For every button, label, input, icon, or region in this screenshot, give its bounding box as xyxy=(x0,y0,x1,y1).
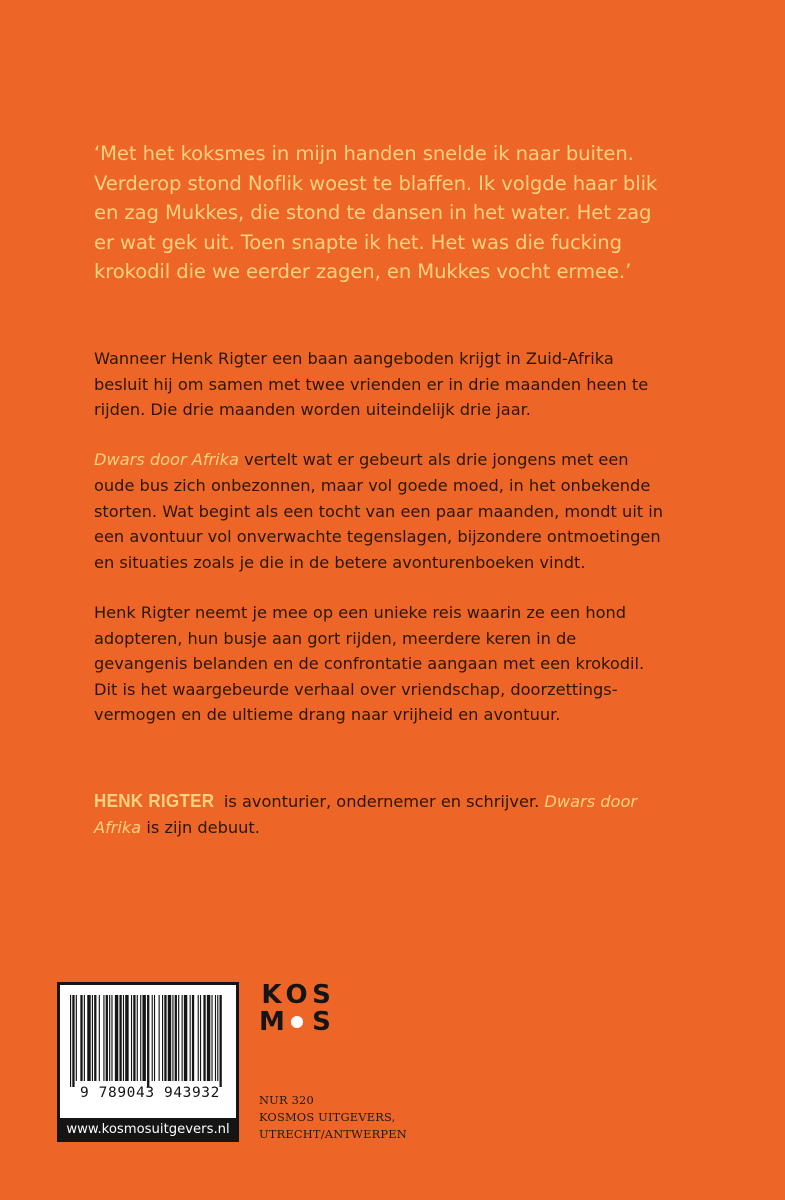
bio-text: is zijn debuut. xyxy=(141,817,260,837)
logo-row-top xyxy=(259,982,339,1009)
barcode-bar xyxy=(190,995,191,1081)
barcode-bar xyxy=(152,995,153,1081)
barcode-bar xyxy=(103,995,104,1081)
barcode-bar xyxy=(175,995,177,1081)
quote-line: Verderop stond Noflik woest te blaffen. Ik volgde haar blik xyxy=(94,171,658,195)
blurb-line: Dit is het waargebeurde verhaal over vriendschap, doorzettings- xyxy=(94,679,618,699)
barcode-bar xyxy=(220,995,222,1087)
logo-letter: S xyxy=(312,1007,331,1037)
barcode-bar xyxy=(178,995,179,1081)
barcode-bar xyxy=(203,995,205,1081)
publisher-website: www.kosmosuitgevers.nl xyxy=(57,1118,239,1142)
blurb-line: besluit hij om samen met twee vrienden er in drie maanden heen te xyxy=(94,374,649,394)
kosmos-logo xyxy=(259,982,339,1042)
barcode-bar xyxy=(198,995,199,1081)
barcode-bar xyxy=(106,995,108,1081)
blurb-line: adopteren, hun busje aan gort rijden, meerdere keren in de xyxy=(94,628,577,648)
bio-line xyxy=(94,788,754,815)
blurb-line: Henk Rigter neemt je mee op een unieke reis waarin ze een hond xyxy=(94,602,627,622)
barcode-bar xyxy=(142,995,145,1081)
quote-line: krokodil die we eerder zagen, en Mukkes vocht ermee.’ xyxy=(94,260,632,283)
barcode-bar xyxy=(70,995,71,1087)
barcode-bar xyxy=(192,995,194,1081)
blurb-paragraph-3 xyxy=(94,600,754,728)
isbn-number: 9 789043 943932 xyxy=(80,1085,220,1101)
back-cover-quote xyxy=(94,139,774,287)
barcode-bars xyxy=(68,995,228,1087)
barcode-bar xyxy=(147,995,149,1087)
logo-letter: M xyxy=(259,1007,285,1037)
barcode-bar xyxy=(164,995,166,1081)
barcode-bar xyxy=(87,995,90,1081)
blurb-line: storten. Wat begint als een tocht van een paar maanden, mondt uit in xyxy=(94,501,664,521)
barcode-bar xyxy=(94,995,96,1081)
barcode-bar xyxy=(80,995,82,1081)
barcode-bar xyxy=(182,995,183,1081)
barcode-bar xyxy=(184,995,187,1081)
bio-line xyxy=(94,815,754,841)
blurb-line: rijden. Die drie maanden worden uiteindelijk drie jaar. xyxy=(94,400,531,420)
blurb-line: oude bus zich onbezonnen, maar vol goede moed, in het onbekende xyxy=(94,475,651,495)
blurb xyxy=(94,346,754,753)
logo-letter: K xyxy=(261,980,282,1010)
book-title: Afrika xyxy=(94,817,142,837)
barcode-bar xyxy=(172,995,173,1081)
barcode-bar xyxy=(72,995,74,1087)
logo-row-bottom xyxy=(259,1009,339,1036)
barcode-bar xyxy=(140,995,141,1081)
barcode-bar xyxy=(99,995,100,1081)
barcode-bar xyxy=(109,995,110,1081)
barcode-bar xyxy=(211,995,212,1081)
publisher-info xyxy=(259,1092,407,1143)
publisher-location: UTRECHT/ANTWERPEN xyxy=(259,1127,407,1141)
barcode-bar xyxy=(168,995,171,1081)
author-name: HENK RIGTER xyxy=(94,790,215,811)
book-title: Dwars door Afrika xyxy=(94,450,239,470)
quote-line: ‘Met het koksmes in mijn handen snelde ik naar buiten. xyxy=(94,142,634,165)
barcode-bar xyxy=(133,995,135,1081)
book-title: Dwars door xyxy=(544,792,638,811)
author-bio xyxy=(94,788,754,840)
barcode-bar xyxy=(92,995,93,1081)
barcode-bar xyxy=(200,995,201,1081)
barcode-bar xyxy=(217,995,218,1081)
barcode-bar xyxy=(162,995,163,1081)
blurb-line: Wanneer Henk Rigter een baan aangeboden krijgt in Zuid-Afrika xyxy=(94,349,614,368)
barcode-bar xyxy=(76,995,77,1081)
barcode-bar xyxy=(125,995,128,1081)
quote-line: er wat gek uit. Toen snapte ik het. Het was die fucking xyxy=(94,230,622,254)
blurb-line: vermogen en de ultieme drang naar vrijheid en avontuur. xyxy=(94,705,561,725)
blurb-line: gevangenis belanden en de confrontatie aangaan met een krokodil. xyxy=(94,654,645,674)
logo-letter: O xyxy=(285,980,308,1010)
barcode-bar xyxy=(131,995,132,1081)
blurb-line: een avontuur vol onverwachte tegenslagen, bijzondere ontmoetingen xyxy=(94,527,661,547)
blurb-line xyxy=(94,447,754,473)
blurb-paragraph-2 xyxy=(94,447,754,575)
publisher-name: KOSMOS UITGEVERS, xyxy=(259,1110,396,1124)
blurb-paragraph-1 xyxy=(94,346,754,423)
barcode-bar xyxy=(115,995,118,1081)
logo-letter: S xyxy=(312,980,331,1010)
barcode-bar xyxy=(84,995,85,1081)
barcode-bar xyxy=(111,995,112,1081)
quote-line: en zag Mukkes, die stond te dansen in het water. Het zag xyxy=(94,201,652,224)
barcode-bar xyxy=(207,995,210,1081)
barcode-bar xyxy=(215,995,216,1081)
barcode-bar xyxy=(159,995,160,1081)
logo-dot-icon xyxy=(291,1016,303,1028)
barcode-bar xyxy=(154,995,155,1081)
barcode-bar xyxy=(123,995,124,1081)
barcode-bar xyxy=(137,995,138,1081)
blurb-line: en situaties zoals je die in de betere avonturenboeken vindt. xyxy=(94,552,586,572)
barcode-bar xyxy=(119,995,121,1081)
bio-text: is avonturier, ondernemer en schrijver. xyxy=(218,792,545,811)
barcode xyxy=(57,982,239,1122)
blurb-line-text: vertelt wat er gebeurt als drie jongens met een xyxy=(238,450,629,470)
nur-code: NUR 320 xyxy=(259,1093,314,1107)
